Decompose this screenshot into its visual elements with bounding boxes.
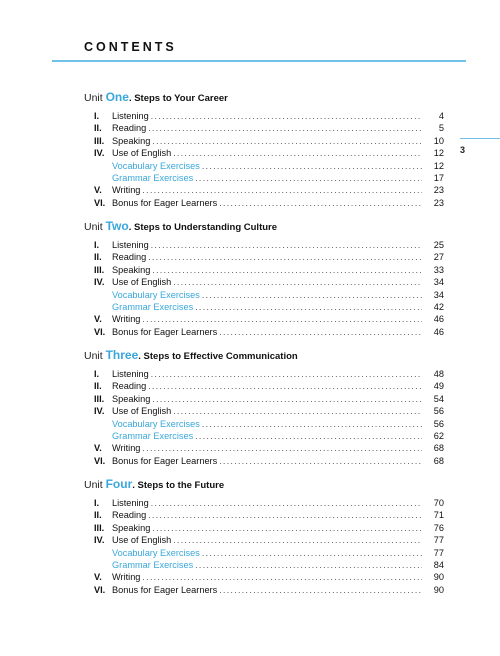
toc-entry[interactable] [84, 534, 444, 546]
entry-page: 48 [433, 369, 444, 379]
entry-label: Listening [112, 111, 149, 121]
toc-entry[interactable] [84, 393, 444, 405]
toc-subentry[interactable] [84, 172, 444, 184]
unit-title [84, 475, 444, 493]
unit-number: Three [105, 348, 139, 362]
dot-leader [202, 160, 422, 172]
entry-label: Writing [112, 185, 141, 196]
entry-page: 46 [433, 326, 444, 337]
entry-numeral: II. [94, 381, 102, 392]
entry-page: 4 [438, 111, 444, 121]
entry-label: Bonus for Eager Learners [112, 197, 218, 208]
entry-label: Vocabulary Exercises [112, 289, 200, 300]
entry-numeral: IV. [94, 535, 105, 546]
entry-label: Speaking [112, 393, 151, 404]
entry-page: 10 [433, 135, 444, 146]
page-number: 3 [460, 145, 466, 155]
entry-numeral: II. [94, 510, 102, 521]
dot-leader [219, 197, 422, 209]
dot-leader [151, 368, 422, 380]
entry-label: Grammar Exercises [112, 430, 194, 441]
dot-leader [202, 547, 422, 559]
toc-entry[interactable] [84, 239, 444, 251]
entry-numeral: VI. [94, 455, 106, 466]
dot-leader [173, 147, 422, 159]
toc-subentry[interactable] [84, 430, 444, 442]
entry-label: Reading [112, 510, 147, 521]
entry-page: 90 [433, 572, 444, 583]
entry-numeral: III. [94, 522, 105, 533]
unit-title [84, 217, 444, 235]
dot-leader [148, 509, 422, 521]
entry-page: 77 [433, 547, 444, 558]
entry-numeral: V. [94, 314, 102, 325]
entry-numeral: IV. [94, 277, 105, 288]
entry-numeral: II. [94, 252, 102, 263]
toc-entry[interactable] [84, 368, 444, 380]
entry-numeral: I. [94, 111, 100, 121]
unit-name: . Steps to Effective Communication [138, 351, 298, 362]
entry-label: Reading [112, 252, 147, 263]
unit-number: Two [105, 219, 129, 233]
toc-entry[interactable] [84, 326, 444, 338]
entry-label: Reading [112, 123, 147, 134]
dot-leader [219, 584, 422, 596]
unit-number: Four [105, 477, 133, 491]
dot-leader [173, 534, 422, 546]
entry-page: 62 [433, 430, 444, 441]
dot-leader [152, 135, 422, 147]
toc-subentry[interactable] [84, 301, 444, 313]
unit-block [84, 475, 444, 596]
entry-label: Bonus for Eager Learners [112, 326, 218, 337]
entry-label: Speaking [112, 264, 151, 275]
entry-page: 70 [433, 498, 444, 508]
toc-entry[interactable] [84, 509, 444, 521]
entry-label: Speaking [112, 522, 151, 533]
dot-leader [173, 276, 422, 288]
toc-entry[interactable] [84, 522, 444, 534]
toc-subentry[interactable] [84, 547, 444, 559]
toc-subentry[interactable] [84, 418, 444, 430]
entry-numeral: III. [94, 264, 105, 275]
entry-numeral: IV. [94, 406, 105, 417]
unit-word: Unit [84, 92, 106, 104]
entry-label: Vocabulary Exercises [112, 160, 200, 171]
toc-entry[interactable] [84, 197, 444, 209]
dot-leader [148, 251, 422, 263]
entry-page: 17 [433, 172, 444, 183]
page-number-rule [460, 138, 500, 139]
dot-leader [151, 497, 422, 509]
toc-entry[interactable] [84, 147, 444, 159]
entry-page: 56 [433, 406, 444, 417]
unit-block [84, 217, 444, 338]
toc-entry[interactable] [84, 405, 444, 417]
entry-page: 12 [433, 148, 444, 159]
unit-title [84, 88, 444, 106]
entry-page: 25 [433, 240, 444, 250]
entry-label: Listening [112, 369, 149, 379]
dot-leader [151, 239, 422, 251]
toc-entry[interactable] [84, 455, 444, 467]
entry-numeral: V. [94, 443, 102, 454]
toc-entry[interactable] [84, 184, 444, 196]
unit-word: Unit [84, 479, 106, 491]
unit-name: . Steps to Your Career [128, 93, 228, 104]
toc-entry[interactable] [84, 276, 444, 288]
entry-numeral: II. [94, 123, 102, 134]
heading-rule [52, 60, 466, 62]
entry-numeral: IV. [94, 148, 105, 159]
entry-label: Vocabulary Exercises [112, 547, 200, 558]
entry-label: Grammar Exercises [112, 301, 194, 312]
unit-name: . Steps to Understanding Culture [128, 222, 278, 233]
dot-leader [148, 122, 422, 134]
entry-page: 84 [433, 559, 444, 570]
entry-label: Grammar Exercises [112, 559, 194, 570]
dot-leader [219, 326, 422, 338]
entry-page: 90 [433, 584, 444, 595]
dot-leader [195, 430, 422, 442]
unit-number: One [105, 90, 129, 104]
entry-page: 49 [433, 381, 444, 392]
dot-leader [152, 522, 422, 534]
dot-leader [151, 110, 422, 122]
toc-entry[interactable] [84, 571, 444, 583]
entry-numeral: I. [94, 369, 100, 379]
entry-label: Speaking [112, 135, 151, 146]
toc-entry[interactable] [84, 110, 444, 122]
dot-leader [148, 380, 422, 392]
entry-page: 68 [433, 455, 444, 466]
toc-subentry[interactable] [84, 559, 444, 571]
entry-page: 71 [433, 510, 444, 521]
entry-numeral: V. [94, 185, 102, 196]
entry-page: 76 [433, 522, 444, 533]
toc-entry[interactable] [84, 442, 444, 454]
entry-page: 12 [433, 160, 444, 171]
dot-leader [202, 418, 422, 430]
toc-subentry[interactable] [84, 160, 444, 172]
entry-numeral: V. [94, 572, 102, 583]
toc-entry[interactable] [84, 251, 444, 263]
unit-word: Unit [84, 221, 106, 233]
dot-leader [195, 301, 422, 313]
entry-page: 33 [433, 264, 444, 275]
entry-numeral: I. [94, 498, 100, 508]
toc-entry[interactable] [84, 584, 444, 596]
entry-numeral: I. [94, 240, 100, 250]
dot-leader [142, 184, 422, 196]
unit-name: . Steps to the Future [132, 480, 225, 491]
toc-subentry[interactable] [84, 289, 444, 301]
entry-numeral: VI. [94, 326, 106, 337]
entry-label: Grammar Exercises [112, 172, 194, 183]
entry-label: Listening [112, 498, 149, 508]
dot-leader [173, 405, 422, 417]
unit-block [84, 346, 444, 467]
entry-page: 77 [433, 535, 444, 546]
entry-label: Bonus for Eager Learners [112, 455, 218, 466]
entry-label: Use of English [112, 277, 172, 288]
entry-numeral: VI. [94, 197, 106, 208]
entry-label: Use of English [112, 535, 172, 546]
entry-numeral: VI. [94, 584, 106, 595]
toc-entry[interactable] [84, 122, 444, 134]
toc-entry[interactable] [84, 313, 444, 325]
dot-leader [219, 455, 422, 467]
toc-entry[interactable] [84, 135, 444, 147]
entry-label: Use of English [112, 148, 172, 159]
entry-page: 56 [433, 418, 444, 429]
entry-page: 34 [433, 277, 444, 288]
entry-label: Writing [112, 572, 141, 583]
entry-page: 68 [433, 443, 444, 454]
dot-leader [142, 313, 422, 325]
dot-leader [142, 571, 422, 583]
dot-leader [202, 289, 422, 301]
unit-block [84, 88, 444, 209]
entry-page: 23 [433, 185, 444, 196]
unit-word: Unit [84, 350, 106, 362]
entry-label: Vocabulary Exercises [112, 418, 200, 429]
entry-label: Listening [112, 240, 149, 250]
entry-page: 23 [433, 197, 444, 208]
entry-numeral: III. [94, 393, 105, 404]
dot-leader [142, 442, 422, 454]
toc-entry[interactable] [84, 264, 444, 276]
dot-leader [152, 393, 422, 405]
entry-page: 5 [438, 123, 444, 134]
dot-leader [195, 172, 422, 184]
toc-entry[interactable] [84, 497, 444, 509]
contents-heading: CONTENTS [84, 40, 177, 54]
unit-title [84, 346, 444, 364]
entry-page: 34 [433, 289, 444, 300]
entry-page: 54 [433, 393, 444, 404]
entry-numeral: III. [94, 135, 105, 146]
entry-label: Use of English [112, 406, 172, 417]
entry-label: Reading [112, 381, 147, 392]
entry-label: Writing [112, 314, 141, 325]
entry-page: 27 [433, 252, 444, 263]
entry-label: Bonus for Eager Learners [112, 584, 218, 595]
dot-leader [195, 559, 422, 571]
entry-page: 42 [433, 301, 444, 312]
entry-page: 46 [433, 314, 444, 325]
dot-leader [152, 264, 422, 276]
entry-label: Writing [112, 443, 141, 454]
toc-entry[interactable] [84, 380, 444, 392]
